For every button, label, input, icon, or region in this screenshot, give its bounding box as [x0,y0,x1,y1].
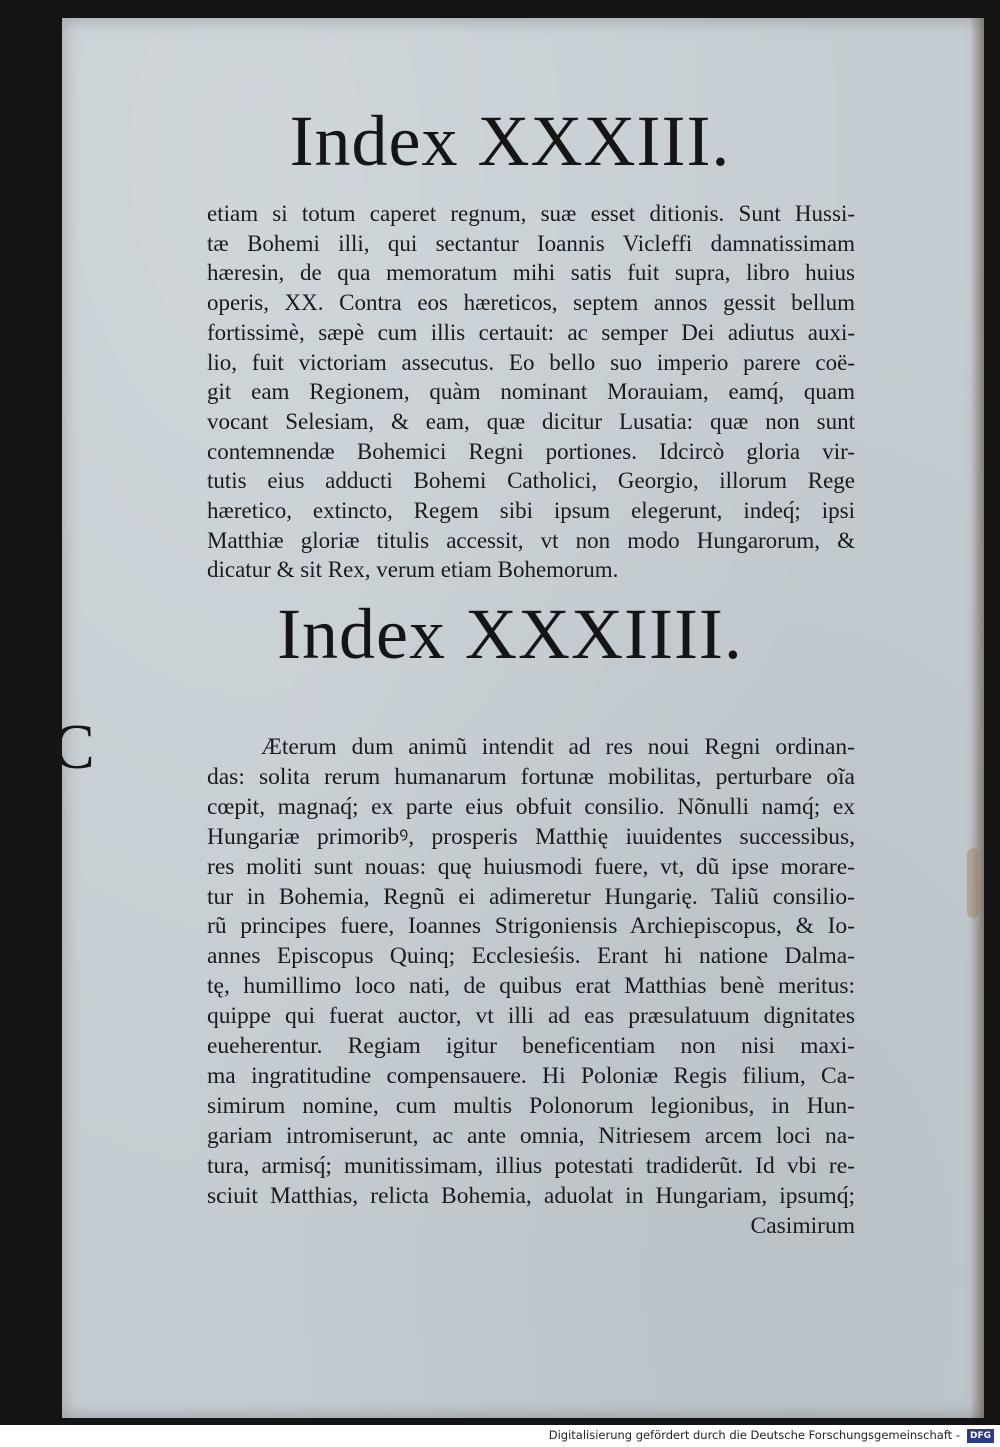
text-line: lio, fuit victoriam assecutus. Eo bello suo imperio parere coë- [207,349,855,375]
text-line: vocant Selesiam, & eam, quæ dicitur Lusatia: quæ non sunt [207,408,855,434]
text-line: contemnendæ Bohemici Regni portiones. Idcircò gloria vir- [207,438,855,464]
index-heading-xxxiiii: Index XXXIIII. [277,594,743,674]
text-line: tur in Bohemia, Regnũ ei adimeretur Hungarię. Taliũ consilio- [207,883,855,910]
text-line: Æterum dum animũ intendit ad res noui Regni ordinan- [261,734,855,760]
text-line: res moliti sunt nouas: quę huiusmodi fuere, vt, dũ ipse morare- [207,853,855,880]
text-line: eueherentur. Regiam igitur beneficentiam non nisi maxi- [207,1033,855,1060]
text-line: sciuit Matthias, relicta Bohemia, aduolat in Hungariam, ipsumq́; [207,1182,855,1209]
text-line: hæresin, de qua memoratum mihi satis fuit supra, libro huius [207,260,855,286]
text-line: Matthiæ gloriæ titulis accessit, vt non modo Hungarorum, & [207,527,855,553]
text-line: operis, XX. Contra eos hæreticos, septem annos gessit bellum [207,290,855,316]
catchword: Casimirum [750,1212,855,1239]
text-line: etiam si totum caperet regnum, suæ esset ditionis. Sunt Hussi- [207,201,855,226]
text-line: tæ Bohemi illi, qui sectantur Ioannis Vicleffi damnatissimam [207,230,855,256]
text-line: Hungariæ primoribꝰ, prosperis Matthię iuuidentes successibus, [207,823,855,850]
text-line: git eam Regionem, quàm nominant Morauiam, eamq́, quam [207,379,855,405]
text-line: quippe qui fuerat auctor, vt illi ad eas præsulatuum dignitates [207,1003,855,1030]
index-heading-xxxiii: Index XXXIII. [289,101,731,181]
text-line: dicatur & sit Rex, verum etiam Bohemorum. [207,557,619,583]
paper-stain [967,848,979,918]
text-line: tutis eius adducti Bohemi Catholici, Georgio, illorum Rege [207,468,855,494]
drop-cap: C [52,711,95,782]
funding-notice: Digitalisierung gefördert durch die Deutsche Forschungsgemeinschaft - [548,1428,960,1442]
text-line: simirum nomine, cum multis Polonorum legionibus, in Hun- [207,1092,855,1119]
text-line: tę, humillimo loco nati, de quibus erat Matthias benè meritus: [207,973,855,1000]
text-line: annes Episcopus Quinq; Ecclesieśis. Erant hi natione Dalma- [207,943,855,970]
text-block-2 [207,733,855,1241]
text-line: das: solita rerum humanarum fortunæ mobilitas, perturbare oĩa [207,763,855,790]
page-edge [970,18,984,1418]
text-line: gariam intromiserunt, ac ante omnia, Nitriesem arcem loci na- [207,1122,855,1149]
text-block-1 [207,199,855,585]
text-line: cœpit, magnaq́; ex parte eius obfuit consilio. Nõnulli namq́; ex [207,793,855,820]
text-line: tura, armisq́; munitissimam, illius potestati tradiderũt. Id vbi re- [207,1152,855,1179]
text-line: ma ingratitudine compensauere. Hi Poloniæ Regis filium, Ca- [207,1062,855,1089]
text-line: fortissimè, sæpè cum illis certauit: ac semper Dei adiutus auxi- [207,319,855,345]
text-line: rũ principes fuere, Ioannes Strigoniensis Archiepiscopus, & Io- [207,913,855,940]
text-line: hæretico, extincto, Regem sibi ipsum elegerunt, indeq́; ipsi [207,498,855,524]
footer-bar [0,1425,1000,1447]
dfg-logo: DFG [967,1429,994,1443]
